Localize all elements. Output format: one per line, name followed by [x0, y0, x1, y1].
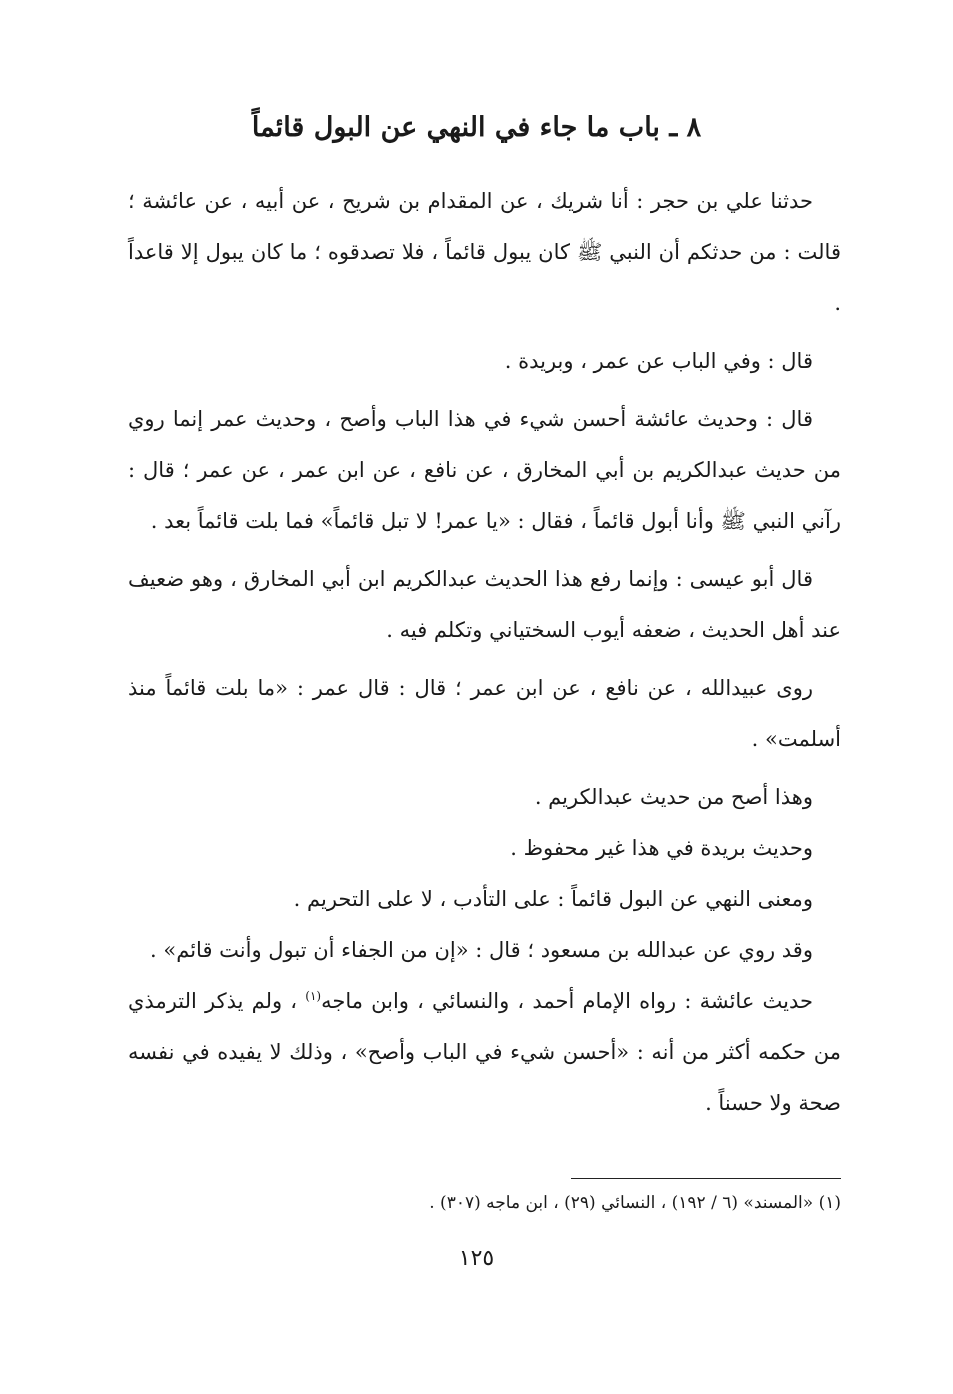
body-text [128, 176, 841, 1129]
paragraph: وحديث بريدة في هذا غير محفوظ . [510, 836, 813, 860]
paragraph: قال : وحديث عائشة أحسن شيء في هذا الباب وأصح ، وحديث عمر إنما روي من حديث عبدالكريم بن أبي المخارق ، عن نافع ، عن ابن عمر ، عن عمر ؛ قال : رآني النبي ﷺ وأنا أبول قائماً ، فقال : «يا عمر! لا تبل قائماً» فما بلت قائماً بعد . [128, 407, 841, 533]
footnote: (١) «المسند» (٦ / ١٩٢) ، النسائي (٢٩) ، ابن ماجه (٣٠٧) . [429, 1193, 841, 1213]
paragraph-with-reference [128, 976, 841, 1129]
paragraph: وقد روي عن عبدالله بن مسعود ؛ قال : «إن من الجفاء أن تبول وأنت قائم» . [150, 938, 813, 962]
paragraph: وهذا أصح من حديث عبدالكريم . [534, 785, 813, 809]
paragraph: قال : وفي الباب عن عمر ، وبريدة . [504, 349, 813, 373]
paragraph: روى عبيدالله ، عن نافع ، عن ابن عمر ؛ قال : قال عمر : «ما بلت قائماً منذ أسلمت» . [128, 676, 841, 751]
paragraph: ومعنى النهي عن البول قائماً : على التأدب ، لا على التحريم . [293, 887, 813, 911]
paragraph-text: حديث عائشة : رواه الإمام أحمد ، والنسائي ، وابن ماجه [321, 989, 813, 1013]
footnote-marker[interactable]: (١) [305, 989, 322, 1003]
footnote-divider [571, 1178, 841, 1179]
paragraph-text: ، ولم يذكر الترمذي من حكمه أكثر من أنه : «أحسن شيء في الباب وأصح» ، وذلك لا يفيده في نفسه صحة ولا حسناً . [128, 989, 841, 1115]
paragraph: حدثنا علي بن حجر : أنا شريك ، عن المقدام بن شريح ، عن أبيه ، عن عائشة ؛ قالت : من حدثكم أن النبي ﷺ كان يبول قائماً ، فلا تصدقوه ؛ ما كان يبول إلا قاعداً . [128, 189, 841, 315]
paragraph: قال أبو عيسى : وإنما رفع هذا الحديث عبدالكريم ابن أبي المخارق ، وهو ضعيف عند أهل الحديث ، ضعفه أيوب السختياني وتكلم فيه . [128, 567, 841, 642]
chapter-heading: ٨ ـ باب ما جاء في النهي عن البول قائماً [251, 112, 702, 143]
page-number: ١٢٥ [458, 1246, 495, 1271]
